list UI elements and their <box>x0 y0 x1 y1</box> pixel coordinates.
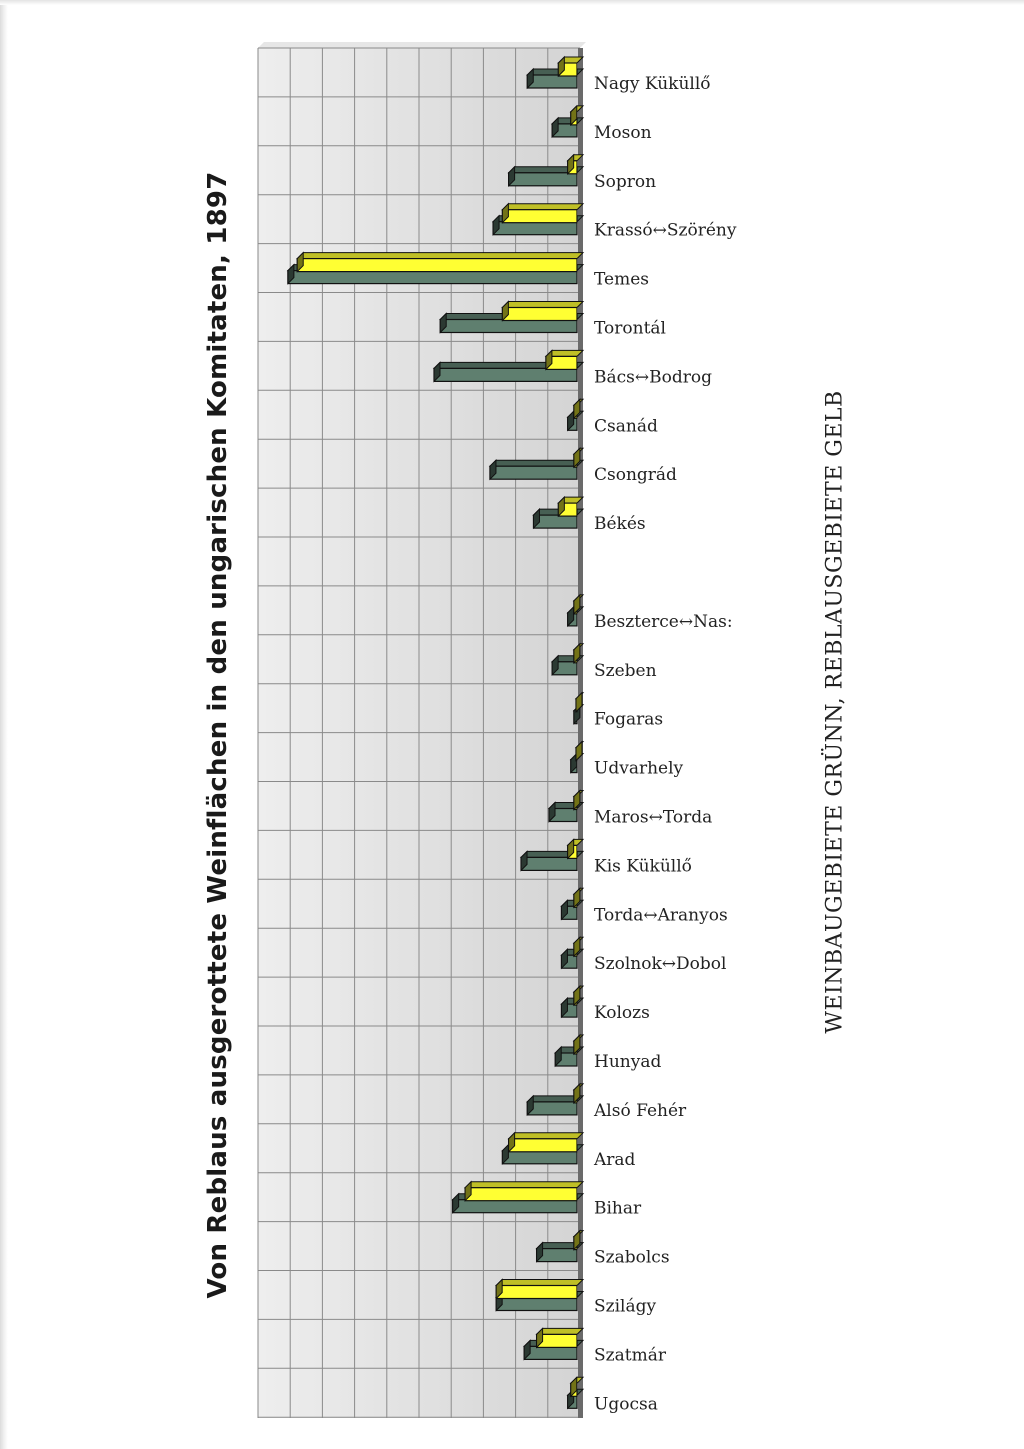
chart-title: Von Reblaus ausgerottete Weinflächen in den ungarischen Komitaten, 1897 <box>203 171 233 1299</box>
category-label: Temes <box>594 269 649 290</box>
category-label: Szabolcs <box>594 1247 670 1268</box>
category-label: Szeben <box>594 660 657 681</box>
legend-note: WEINBAUGEBIETE GRÜNN, REBLAUSGEBIETE GELB <box>822 390 848 1034</box>
bar-reblausgebiet <box>546 350 583 369</box>
category-label: Moson <box>594 122 652 143</box>
category-label: Torontál <box>594 318 666 339</box>
category-label: Ugocsa <box>594 1394 658 1415</box>
bar-reblausgebiet <box>496 1280 583 1299</box>
plot-top-edge <box>258 42 586 48</box>
category-label: Bihar <box>594 1198 642 1219</box>
category-label: Fogaras <box>594 709 664 730</box>
bar-reblausgebiet <box>465 1182 583 1201</box>
bar-reblausgebiet <box>509 1133 583 1152</box>
category-label: Kolozs <box>594 1003 650 1024</box>
category-label: Maros↔Torda <box>594 807 713 828</box>
bar-weinbaugebiet <box>490 460 583 479</box>
category-label: Torda↔Aranyos <box>594 905 728 926</box>
category-labels <box>593 74 737 1414</box>
category-label: Hunyad <box>594 1052 662 1072</box>
category-label: Beszterce↔Nas: <box>594 611 733 632</box>
bar-reblausgebiet <box>537 1328 583 1347</box>
category-label: Krassó↔Szörény <box>594 220 737 241</box>
category-label: Csanád <box>594 416 658 437</box>
category-label: Szolnok↔Dobol <box>594 954 727 975</box>
category-label: Udvarhely <box>594 758 684 779</box>
category-label: Szatmár <box>594 1345 666 1366</box>
category-label: Sopron <box>594 171 657 192</box>
category-label: Arad <box>594 1149 636 1170</box>
category-label: Csongrád <box>594 465 677 486</box>
bar-reblausgebiet <box>502 302 583 321</box>
category-label: Bács↔Bodrog <box>594 367 712 388</box>
category-label: Békés <box>594 514 646 535</box>
category-label: Szilágy <box>594 1296 657 1317</box>
category-label: Kis Küküllő <box>594 856 692 877</box>
category-label: Alsó Fehér <box>594 1100 687 1121</box>
bar-reblausgebiet <box>297 253 583 272</box>
category-label: Nagy Küküllő <box>594 74 711 94</box>
bar-reblausgebiet <box>502 204 583 223</box>
